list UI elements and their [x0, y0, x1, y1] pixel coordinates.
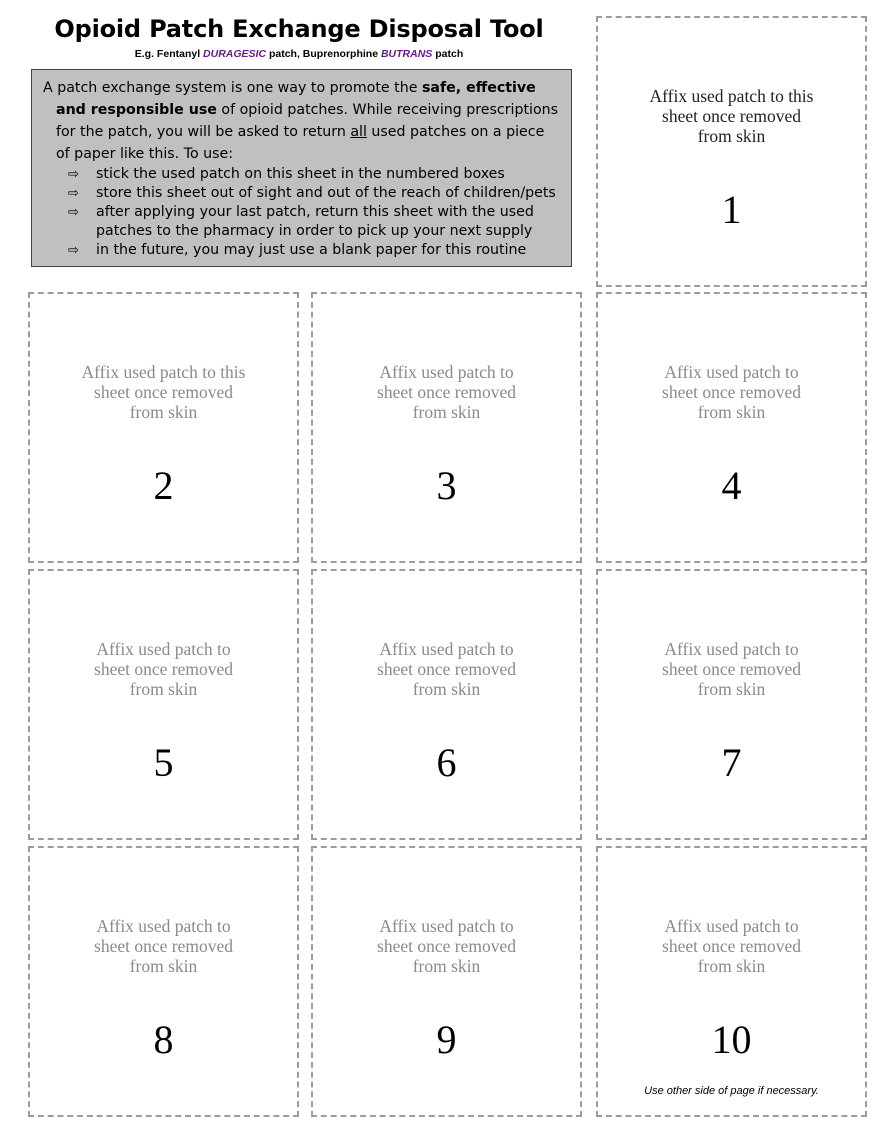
arrow-right-icon: ⇨ — [68, 243, 79, 258]
patch-box-1 — [596, 16, 867, 287]
instructions-box — [31, 69, 572, 267]
subtitle-middle: patch, Buprenorphine — [266, 48, 381, 60]
drug-name-butrans: BUTRANS — [380, 48, 433, 60]
intro-text-3: used patches on a piece of paper like this. To use: — [56, 124, 545, 162]
step-item — [43, 165, 561, 184]
patch-box-3 — [311, 292, 582, 563]
affix-line: from skin — [129, 956, 198, 976]
affix-line: from skin — [129, 402, 198, 422]
arrow-right-icon: ⇨ — [68, 186, 79, 201]
patch-box-number: 8 — [153, 1017, 174, 1062]
footnote: Use other side of page if necessary. — [644, 1085, 819, 1097]
affix-instruction — [598, 362, 865, 422]
step-item — [43, 184, 561, 203]
affix-line: sheet once removed — [94, 936, 233, 956]
affix-line: sheet once removed — [377, 659, 516, 679]
affix-line: Affix used patch to — [664, 362, 799, 382]
step-item — [43, 241, 561, 260]
page-title: Opioid Patch Exchange Disposal Tool — [54, 15, 544, 43]
affix-line: sheet once removed — [662, 106, 801, 126]
affix-line: Affix used patch to — [664, 916, 799, 936]
affix-instruction — [313, 639, 580, 699]
patch-box-9 — [311, 846, 582, 1117]
affix-line: sheet once removed — [94, 382, 233, 402]
patch-box-10 — [596, 846, 867, 1117]
intro-text-2: of opioid patches. While receiving prescriptions for the patch, you will be asked to return — [56, 102, 559, 140]
affix-line: Affix used patch to — [379, 639, 514, 659]
patch-box-number: 6 — [436, 740, 457, 785]
affix-instruction — [30, 916, 297, 976]
affix-line: from skin — [697, 679, 766, 699]
intro-underlined-word: all — [350, 124, 367, 140]
affix-line: Affix used patch to — [664, 639, 799, 659]
affix-line: Affix used patch to — [379, 362, 514, 382]
arrow-right-icon: ⇨ — [68, 205, 79, 220]
patch-box-number: 1 — [721, 187, 742, 232]
subtitle-prefix: E.g. Fentanyl — [134, 48, 204, 60]
affix-line: from skin — [697, 126, 766, 146]
affix-instruction — [313, 362, 580, 422]
affix-line: sheet once removed — [377, 936, 516, 956]
page-subtitle — [0, 48, 598, 60]
patch-box-number: 4 — [721, 463, 742, 508]
patch-box-7 — [596, 569, 867, 840]
affix-instruction — [313, 916, 580, 976]
patch-box-number: 5 — [153, 740, 174, 785]
patch-box-number: 2 — [153, 463, 174, 508]
affix-instruction — [30, 639, 297, 699]
patch-box-8 — [28, 846, 299, 1117]
patch-box-number: 10 — [711, 1017, 752, 1062]
affix-line: sheet once removed — [377, 382, 516, 402]
affix-line: sheet once removed — [662, 659, 801, 679]
affix-instruction — [598, 916, 865, 976]
patch-box-4 — [596, 292, 867, 563]
step-text: after applying your last patch, return this sheet with the used patches to the pharmacy in order to pick up your next supply — [96, 204, 534, 239]
affix-line: Affix used patch to this — [81, 362, 246, 382]
intro-text-1: A patch exchange system is one way to promote the — [43, 80, 422, 96]
patch-box-number: 7 — [721, 740, 742, 785]
patch-box-2 — [28, 292, 299, 563]
affix-instruction — [598, 86, 865, 146]
patch-box-6 — [311, 569, 582, 840]
affix-instruction — [30, 362, 297, 422]
instructions-steps-list — [43, 165, 561, 260]
affix-line: from skin — [129, 679, 198, 699]
affix-line: Affix used patch to — [379, 916, 514, 936]
patch-box-5 — [28, 569, 299, 840]
affix-line: from skin — [412, 956, 481, 976]
subtitle-suffix: patch — [432, 48, 464, 60]
arrow-right-icon: ⇨ — [68, 167, 79, 182]
affix-instruction — [598, 639, 865, 699]
affix-line: from skin — [412, 679, 481, 699]
step-text: in the future, you may just use a blank paper for this routine — [96, 242, 527, 258]
affix-line: Affix used patch to — [96, 639, 231, 659]
drug-name-duragesic: DURAGESIC — [203, 48, 267, 60]
step-item — [43, 203, 561, 241]
affix-line: from skin — [697, 956, 766, 976]
affix-line: Affix used patch to — [96, 916, 231, 936]
affix-line: sheet once removed — [662, 382, 801, 402]
patch-box-number: 9 — [436, 1017, 457, 1062]
instructions-intro — [43, 77, 561, 165]
affix-line: from skin — [412, 402, 481, 422]
patch-box-number: 3 — [436, 463, 457, 508]
affix-line: Affix used patch to this — [649, 86, 814, 106]
intro-bold-text: safe, effective and responsible use — [56, 80, 536, 118]
affix-line: sheet once removed — [662, 936, 801, 956]
step-text: store this sheet out of sight and out of the reach of children/pets — [96, 185, 556, 201]
affix-line: sheet once removed — [94, 659, 233, 679]
affix-line: from skin — [697, 402, 766, 422]
step-text: stick the used patch on this sheet in the numbered boxes — [96, 166, 505, 182]
